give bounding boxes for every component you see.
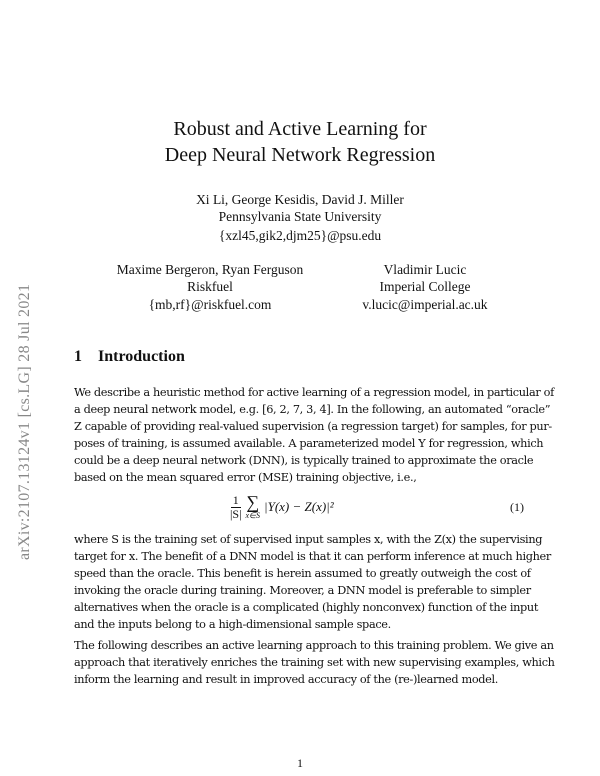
paragraph-3-line: inform the learning and result in improved accuracy of the (re-)learned model.	[74, 673, 498, 686]
authors-left-affiliation: Riskfuel	[187, 279, 233, 294]
paragraph-3-line: The following describes an active learning approach to this training problem. We give an	[74, 639, 554, 652]
paragraph-2-line: and the inputs belong to a high-dimensional sample space.	[74, 618, 391, 631]
equation-numerator: 1	[232, 492, 239, 507]
paragraph-1-line: could be a deep neural network (DNN), is typically trained to approximate the oracle	[74, 454, 534, 467]
arxiv-side-stamp: arXiv:2107.13124v1 [cs.LG] 28 Jul 2021	[16, 283, 33, 560]
paragraph-1-line: a deep neural network model, e.g. [6, 2, 7, 3, 4]. In the following, an automated “oracle”	[74, 403, 551, 416]
authors-top-affiliation: Pennsylvania State University	[218, 209, 382, 224]
section-heading	[74, 347, 201, 367]
equation-fraction	[230, 494, 241, 521]
section-title: Introduction	[98, 348, 185, 365]
equation-body: |Y(x) − Z(x)|²	[264, 499, 334, 514]
equation-sum	[245, 493, 260, 521]
paragraph-2-line: where S is the training set of supervised input samples x, with the Z(x) the supervising	[74, 533, 543, 546]
paragraph-1-line: Z capable of providing real-valued supervision (a regression target) for samples, for pur-	[74, 420, 552, 433]
authors-top-email: {xzl45,gik2,djm25}@psu.edu	[218, 228, 382, 243]
authors-top-names: Xi Li, George Kesidis, David J. Miller	[196, 192, 404, 207]
paragraph-2-line: invoking the oracle during training. Moreover, a DNN model is preferable to simpler	[74, 584, 531, 597]
paragraph-1-line: poses of training, is assumed available. A parameterized model Y for regression, which	[74, 437, 544, 450]
paragraph-2-line: alternatives when the oracle is a complicated (highly nonconvex) function of the input	[74, 601, 539, 614]
equation-1	[230, 492, 334, 522]
paragraph-1-line: We describe a heuristic method for active learning of a regression model, in particular of	[74, 386, 554, 399]
authors-left-names: Maxime Bergeron, Ryan Ferguson	[116, 262, 304, 277]
page-number: 1	[297, 756, 303, 770]
section-number: 1	[74, 348, 82, 365]
authors-right-affiliation: Imperial College	[379, 279, 471, 294]
paragraph-1-line: based on the mean squared error (MSE) training objective, i.e.,	[74, 471, 417, 484]
authors-right-email: v.lucic@imperial.ac.uk	[362, 297, 488, 312]
authors-left-email: {mb,rf}@riskfuel.com	[148, 297, 272, 312]
equation-number: (1)	[510, 500, 524, 514]
paper-title-line-2: Deep Neural Network Regression	[164, 144, 436, 166]
paragraph-2-line: target for x. The benefit of a DNN model is that it can perform inference at much higher	[74, 550, 551, 563]
sum-subscript: x∈S	[245, 511, 261, 520]
equation-denominator: |S|	[230, 506, 242, 521]
paragraph-2-line: speed than the oracle. This benefit is herein assumed to greatly outweigh the cost of	[74, 567, 531, 580]
paragraph-3-line: approach that iteratively enriches the training set with new supervising examples, which	[74, 656, 555, 669]
paper-title-line-1: Robust and Active Learning for	[173, 118, 427, 140]
authors-right-names: Vladimir Lucic	[383, 262, 467, 277]
sum-symbol: ∑	[246, 492, 260, 512]
